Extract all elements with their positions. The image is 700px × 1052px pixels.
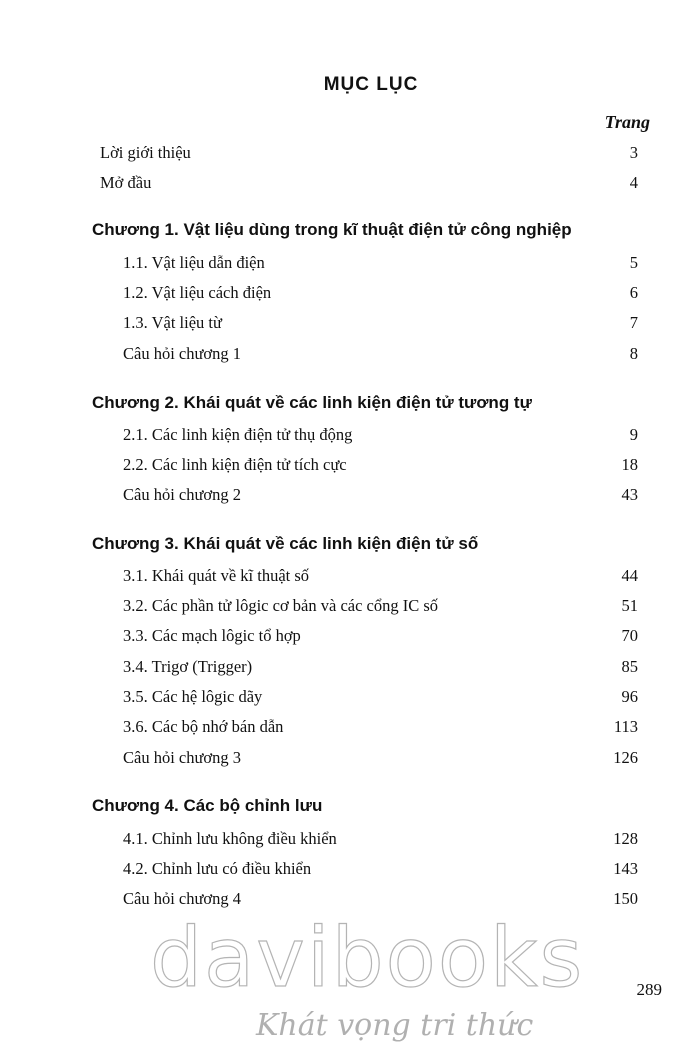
toc-entry-label: 2.2. Các linh kiện điện tử tích cực [123,455,347,474]
toc-entry [0,280,700,306]
toc-entry-page: 113 [613,717,638,736]
toc-entry [0,422,700,448]
toc-entry [0,563,700,589]
toc-entry-label: Lời giới thiệu [100,143,191,162]
toc-entry-label: 2.1. Các linh kiện điện tử thụ động [123,425,353,444]
toc-entry-label: 4.2. Chỉnh lưu có điều khiển [123,859,312,878]
toc-entry-label: 3.5. Các hệ lôgic dãy [123,687,263,706]
toc-entry [0,170,700,196]
toc-entry-page: 128 [613,829,638,848]
toc-entry-label: Câu hỏi chương 3 [123,748,242,767]
toc-entry-page: 96 [621,687,638,706]
toc-entry-label: 1.3. Vật liệu từ [123,313,222,332]
toc-entry-page: 9 [629,425,638,444]
page-number: 289 [636,980,662,999]
toc-entry-page: 150 [613,889,638,908]
toc-entry-page: 126 [613,748,638,767]
toc-entry-page: 85 [621,657,638,676]
toc-entry [0,250,700,276]
toc-entry-label: 1.1. Vật liệu dẫn điện [123,253,265,272]
chapter-heading: Chương 1. Vật liệu dùng trong kĩ thuật điện tử công nghiệp [92,220,572,239]
toc-entry [0,714,700,740]
toc-entry [0,745,700,771]
toc-entry-label: Câu hỏi chương 4 [123,889,242,908]
toc-entry [0,654,700,680]
toc-entry [0,310,700,336]
toc-entry [0,886,700,912]
toc-entry [0,452,700,478]
toc-entry-page: 3 [629,143,638,162]
toc-entry-label: Câu hỏi chương 1 [123,344,242,363]
toc-entry-page: 4 [629,173,638,192]
toc-entry-page: 143 [613,859,638,878]
toc-entry-page: 8 [629,344,638,363]
toc-entry-page: 5 [629,253,638,272]
chapter-heading: Chương 3. Khái quát về các linh kiện điện tử số [92,534,479,553]
page-column-header: Trang [604,112,650,132]
toc-entry [0,482,700,508]
chapter-heading: Chương 4. Các bộ chỉnh lưu [92,796,323,815]
toc-entry [0,826,700,852]
toc-entry-page: 43 [621,485,638,504]
toc-entry [0,856,700,882]
toc-entry-label: 3.1. Khái quát về kĩ thuật số [123,566,310,585]
toc-entry [0,593,700,619]
chapter-heading: Chương 2. Khái quát về các linh kiện điện tử tương tự [92,393,532,412]
watermark-logo: davibooks [150,911,585,1006]
toc-entry-label: Mở đầu [100,173,152,192]
toc-entry [0,623,700,649]
toc-entry-label: 3.2. Các phần tử lôgic cơ bản và các cổng IC số [123,596,439,615]
toc-entry [0,684,700,710]
toc-entry-label: 4.1. Chỉnh lưu không điều khiển [123,829,337,848]
toc-entry [0,341,700,367]
watermark-tagline: Khát vọng tri thức [256,1008,534,1043]
toc-entry-label: 1.2. Vật liệu cách điện [123,283,272,302]
toc-entry-page: 7 [629,313,638,332]
toc-entry-page: 6 [629,283,638,302]
toc-entry-label: 3.4. Trigơ (Trigger) [123,657,253,676]
toc-entry [0,140,700,166]
toc-entry-page: 44 [621,566,638,585]
toc-entry-page: 70 [621,626,638,645]
toc-entry-page: 18 [621,455,638,474]
toc-entry-page: 51 [621,596,638,615]
toc-entry-label: 3.6. Các bộ nhớ bán dẫn [123,717,284,736]
page-title: MỤC LỤC [323,74,419,95]
toc-entry-label: 3.3. Các mạch lôgic tổ hợp [123,626,301,645]
toc-entry-label: Câu hỏi chương 2 [123,485,242,504]
